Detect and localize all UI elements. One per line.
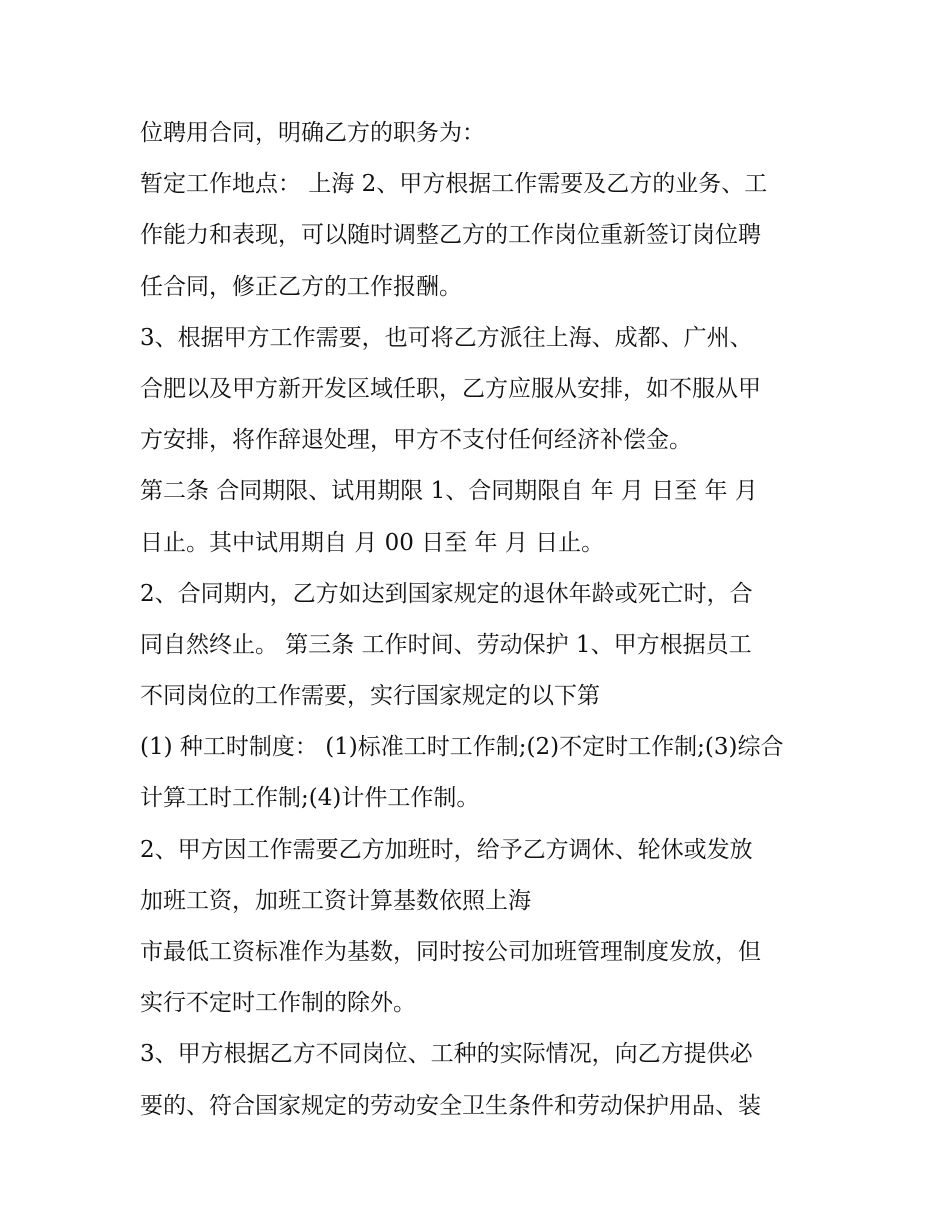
text-line: 日止。其中试用期自 月 00 日至 年 月 日止。 [140, 529, 605, 556]
text-line: 3、根据甲方工作需要，也可将乙方派往上海、成都、广州、 [140, 324, 753, 351]
text-line: 2、甲方因工作需要乙方加班时，给予乙方调休、轮休或发放 [140, 836, 753, 863]
text-line: 加班工资，加班工资计算基数依照上海 [140, 887, 531, 914]
text-line: 要的、符合国家规定的劳动安全卫生条件和劳动保护用品、装 [140, 1092, 761, 1119]
text-line: 2、合同期内，乙方如达到国家规定的退休年龄或死亡时，合 [140, 580, 753, 607]
text-line: 不同岗位的工作需要，实行国家规定的以下第 [140, 683, 600, 710]
contract-text-body [140, 108, 830, 1132]
text-line: 位聘用合同，明确乙方的职务为： [140, 120, 485, 146]
text-line: (1) 种工时制度： (1)标准工时工作制;(2)不定时工作制;(3)综合 [140, 734, 784, 761]
text-line: 方安排，将作辞退处理，甲方不支付任何经济补偿金。 [140, 427, 692, 454]
text-line: 计算工时工作制;(4)计件工作制。 [140, 785, 480, 812]
text-line: 合肥以及甲方新开发区域任职，乙方应服从安排，如不服从甲 [140, 375, 761, 402]
text-line: 同自然终止。 第三条 工作时间、劳动保护 1、甲方根据员工 [140, 631, 752, 658]
text-line: 第二条 合同期限、试用期限 1、合同期限自 年 月 日至 年 月 [140, 478, 758, 505]
text-line: 实行不定时工作制的除外。 [140, 990, 416, 1017]
text-line: 市最低工资标准作为基数，同时按公司加班管理制度发放，但 [140, 939, 761, 965]
text-line: 任合同，修正乙方的工作报酬。 [140, 273, 462, 300]
text-line: 暂定工作地点： 上海 2、甲方根据工作需要及乙方的业务、工 [140, 171, 768, 198]
text-line: 作能力和表现，可以随时调整乙方的工作岗位重新签订岗位聘 [140, 222, 761, 249]
text-line: 3、甲方根据乙方不同岗位、工种的实际情况，向乙方提供必 [140, 1041, 753, 1068]
